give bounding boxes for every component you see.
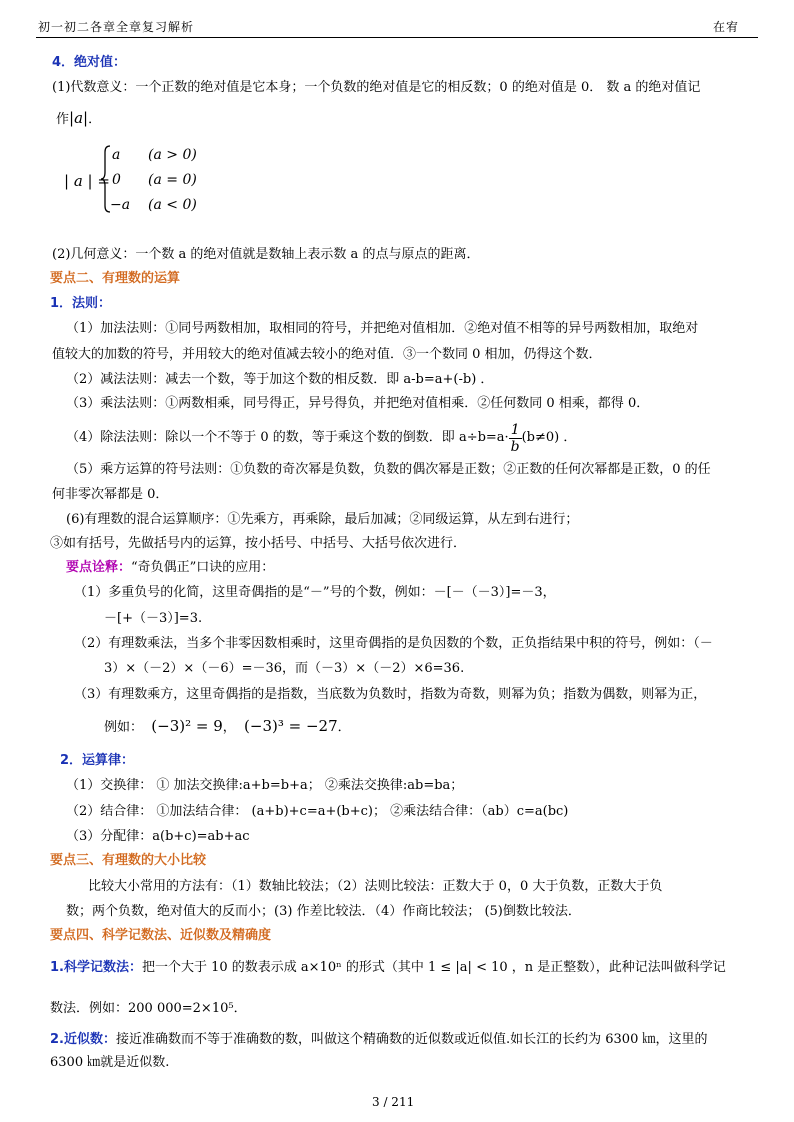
fraction-numerator: 1	[510, 421, 520, 438]
note-line	[66, 560, 274, 576]
approx-text: 接近准确数而不等于准确数的数，叫做这个精确数的近似数或近似值.如长江的长约为 6300 ㎞，这里的	[115, 1032, 708, 1047]
case-2-condition: (a = 0)	[148, 172, 197, 188]
rule-division-text: （4）除法法则：除以一个不等于 0 的数，等于乘这个数的倒数．即 a÷b=a·	[66, 430, 509, 445]
note-3b-prefix: 例如：	[104, 720, 144, 735]
rule-power-b: 何非零次幂都是 0．	[52, 487, 169, 502]
note-text: “奇负偶正”口诀的应用：	[131, 560, 275, 575]
abs-p2: (2)几何意义：一个数 a 的绝对值就是数轴上表示数 a 的点与原点的距离．	[52, 247, 480, 262]
abs-case-lhs: | a | =	[64, 172, 110, 190]
approx-label: 2.近似数：	[50, 1032, 116, 1047]
abs-notation: |a|	[69, 109, 89, 127]
sci-notation-line	[50, 960, 726, 976]
rule-multiplication: （3）乘法法则：①两数相乘，同号得正，异号得负，并把绝对值相乘．②任何数同 0 相乘，都得 0．	[66, 396, 650, 411]
note-3b	[104, 718, 351, 736]
note-1b: －[+（－3）]=3.	[104, 611, 203, 626]
law-commutative: （1）交换律： ① 加法交换律:a+b=b+a； ②乘法交换律:ab=ba；	[66, 778, 464, 793]
section2-sub1: 1．法则：	[50, 296, 112, 311]
abs-p1b-prefix: 作	[56, 112, 70, 127]
rule-order-a: (6)有理数的混合运算顺序：①先乘方，再乘除，最后加减；②同级运算，从左到右进行；	[66, 512, 579, 527]
rule-power-a: （5）乘方运算的符号法则：①负数的奇次幂是负数，负数的偶次幂是正数；②正数的任何次幂都是正数，0 的任	[66, 462, 711, 477]
approx-line	[50, 1032, 707, 1048]
fraction-1-over-b	[509, 422, 522, 455]
note-3b-sep: ，	[222, 720, 236, 735]
note-3b-end: ．	[337, 720, 351, 735]
sci-notation-label: 1.科学记数法：	[50, 960, 142, 975]
law-distributive: （3）分配律：a(b+c)=ab+ac	[66, 829, 250, 844]
note-2a: （2）有理数乘法，当多个非零因数相乘时，这里奇偶指的是负因数的个数，正负指结果中积的符号，例如：（－	[74, 636, 713, 651]
rule-subtraction: （2）减法法则：减去一个数，等于加这个数的相反数．即 a-b=a+(-b) ．	[66, 372, 494, 387]
abs-heading: 4．绝对值：	[52, 55, 127, 70]
section3-p1: 比较大小常用的方法有：（1）数轴比较法；（2）法则比较法：正数大于 0，0 大于负数，正数大于负	[88, 879, 663, 894]
case-3-condition: (a < 0)	[148, 197, 197, 213]
abs-p1b-end: ．	[88, 112, 102, 127]
sci-notation-example: 数法．例如：200 000=2×10⁵．	[50, 1001, 247, 1016]
rule-addition-a: （1）加法法则：①同号两数相加，取相同的符号，并把绝对值相加．②绝对值不相等的异号两数相加，取绝对	[66, 321, 699, 336]
fraction-denominator: b	[510, 438, 520, 455]
law-associative: （2）结合律： ①加法结合律： (a+b)+c=a+(b+c)； ②乘法结合律：（ab）c=a(bc)	[66, 804, 569, 819]
case-2-value: 0	[112, 172, 121, 188]
note-2b: 3）×（－2）×（－6）=－36，而（－3）×（－2）×6=36.	[104, 661, 465, 676]
section2-heading: 要点二、有理数的运算	[50, 271, 181, 286]
section3-heading: 要点三、有理数的大小比较	[50, 853, 207, 868]
header-author: 在宥	[713, 20, 740, 34]
rule-order-b: ③如有括号，先做括号内的运算，按小括号、中括号、大括号依次进行．	[50, 536, 467, 551]
case-1-condition: (a > 0)	[148, 147, 197, 163]
rule-addition-b: 值较大的加数的符号，并用较大的绝对值减去较小的绝对值．③一个数同 0 相加，仍得这个数．	[52, 347, 602, 362]
approx-example: 6300 ㎞就是近似数.	[50, 1055, 170, 1070]
header-title: 初一初二各章全章复习解析	[38, 20, 195, 34]
section2-sub2: 2．运算律：	[60, 753, 135, 768]
abs-p1b	[56, 110, 101, 128]
sci-notation-text: 把一个大于 10 的数表示成 a×10ⁿ 的形式（其中 1 ≤ |a| < 10 ，n 是正整数），此种记法叫做科学记	[141, 960, 726, 975]
note-label: 要点诠释：	[66, 560, 132, 575]
header-rule	[36, 37, 758, 38]
rule-division	[66, 420, 576, 456]
page-number: 3 / 211	[372, 1095, 415, 1109]
case-3-value: −a	[110, 197, 131, 213]
note-1a: （1）多重负号的化简，这里奇偶指的是“－”号的个数，例如：－[－（－3）]=－3，	[74, 585, 556, 600]
power-example-2: (−3)³ = −27	[244, 717, 338, 735]
note-3a: （3）有理数乘方，这里奇偶指的是指数，当底数为负数时，指数为奇数，则幂为负；指数为偶数，则幂为正，	[74, 687, 707, 702]
case-1-value: a	[112, 147, 121, 163]
section3-p2: 数；两个负数，绝对值大的反而小；(3) 作差比较法．（4）作商比较法； (5)倒数比较法．	[66, 904, 581, 919]
rule-division-end: (b≠0) ．	[521, 430, 577, 445]
abs-p1: (1)代数意义：一个正数的绝对值是它本身；一个负数的绝对值是它的相反数；0 的绝对值是 0． 数 a 的绝对值记	[52, 80, 701, 95]
section4-heading: 要点四、科学记数法、近似数及精确度	[50, 928, 272, 943]
power-example-1: (−3)² = 9	[151, 717, 223, 735]
